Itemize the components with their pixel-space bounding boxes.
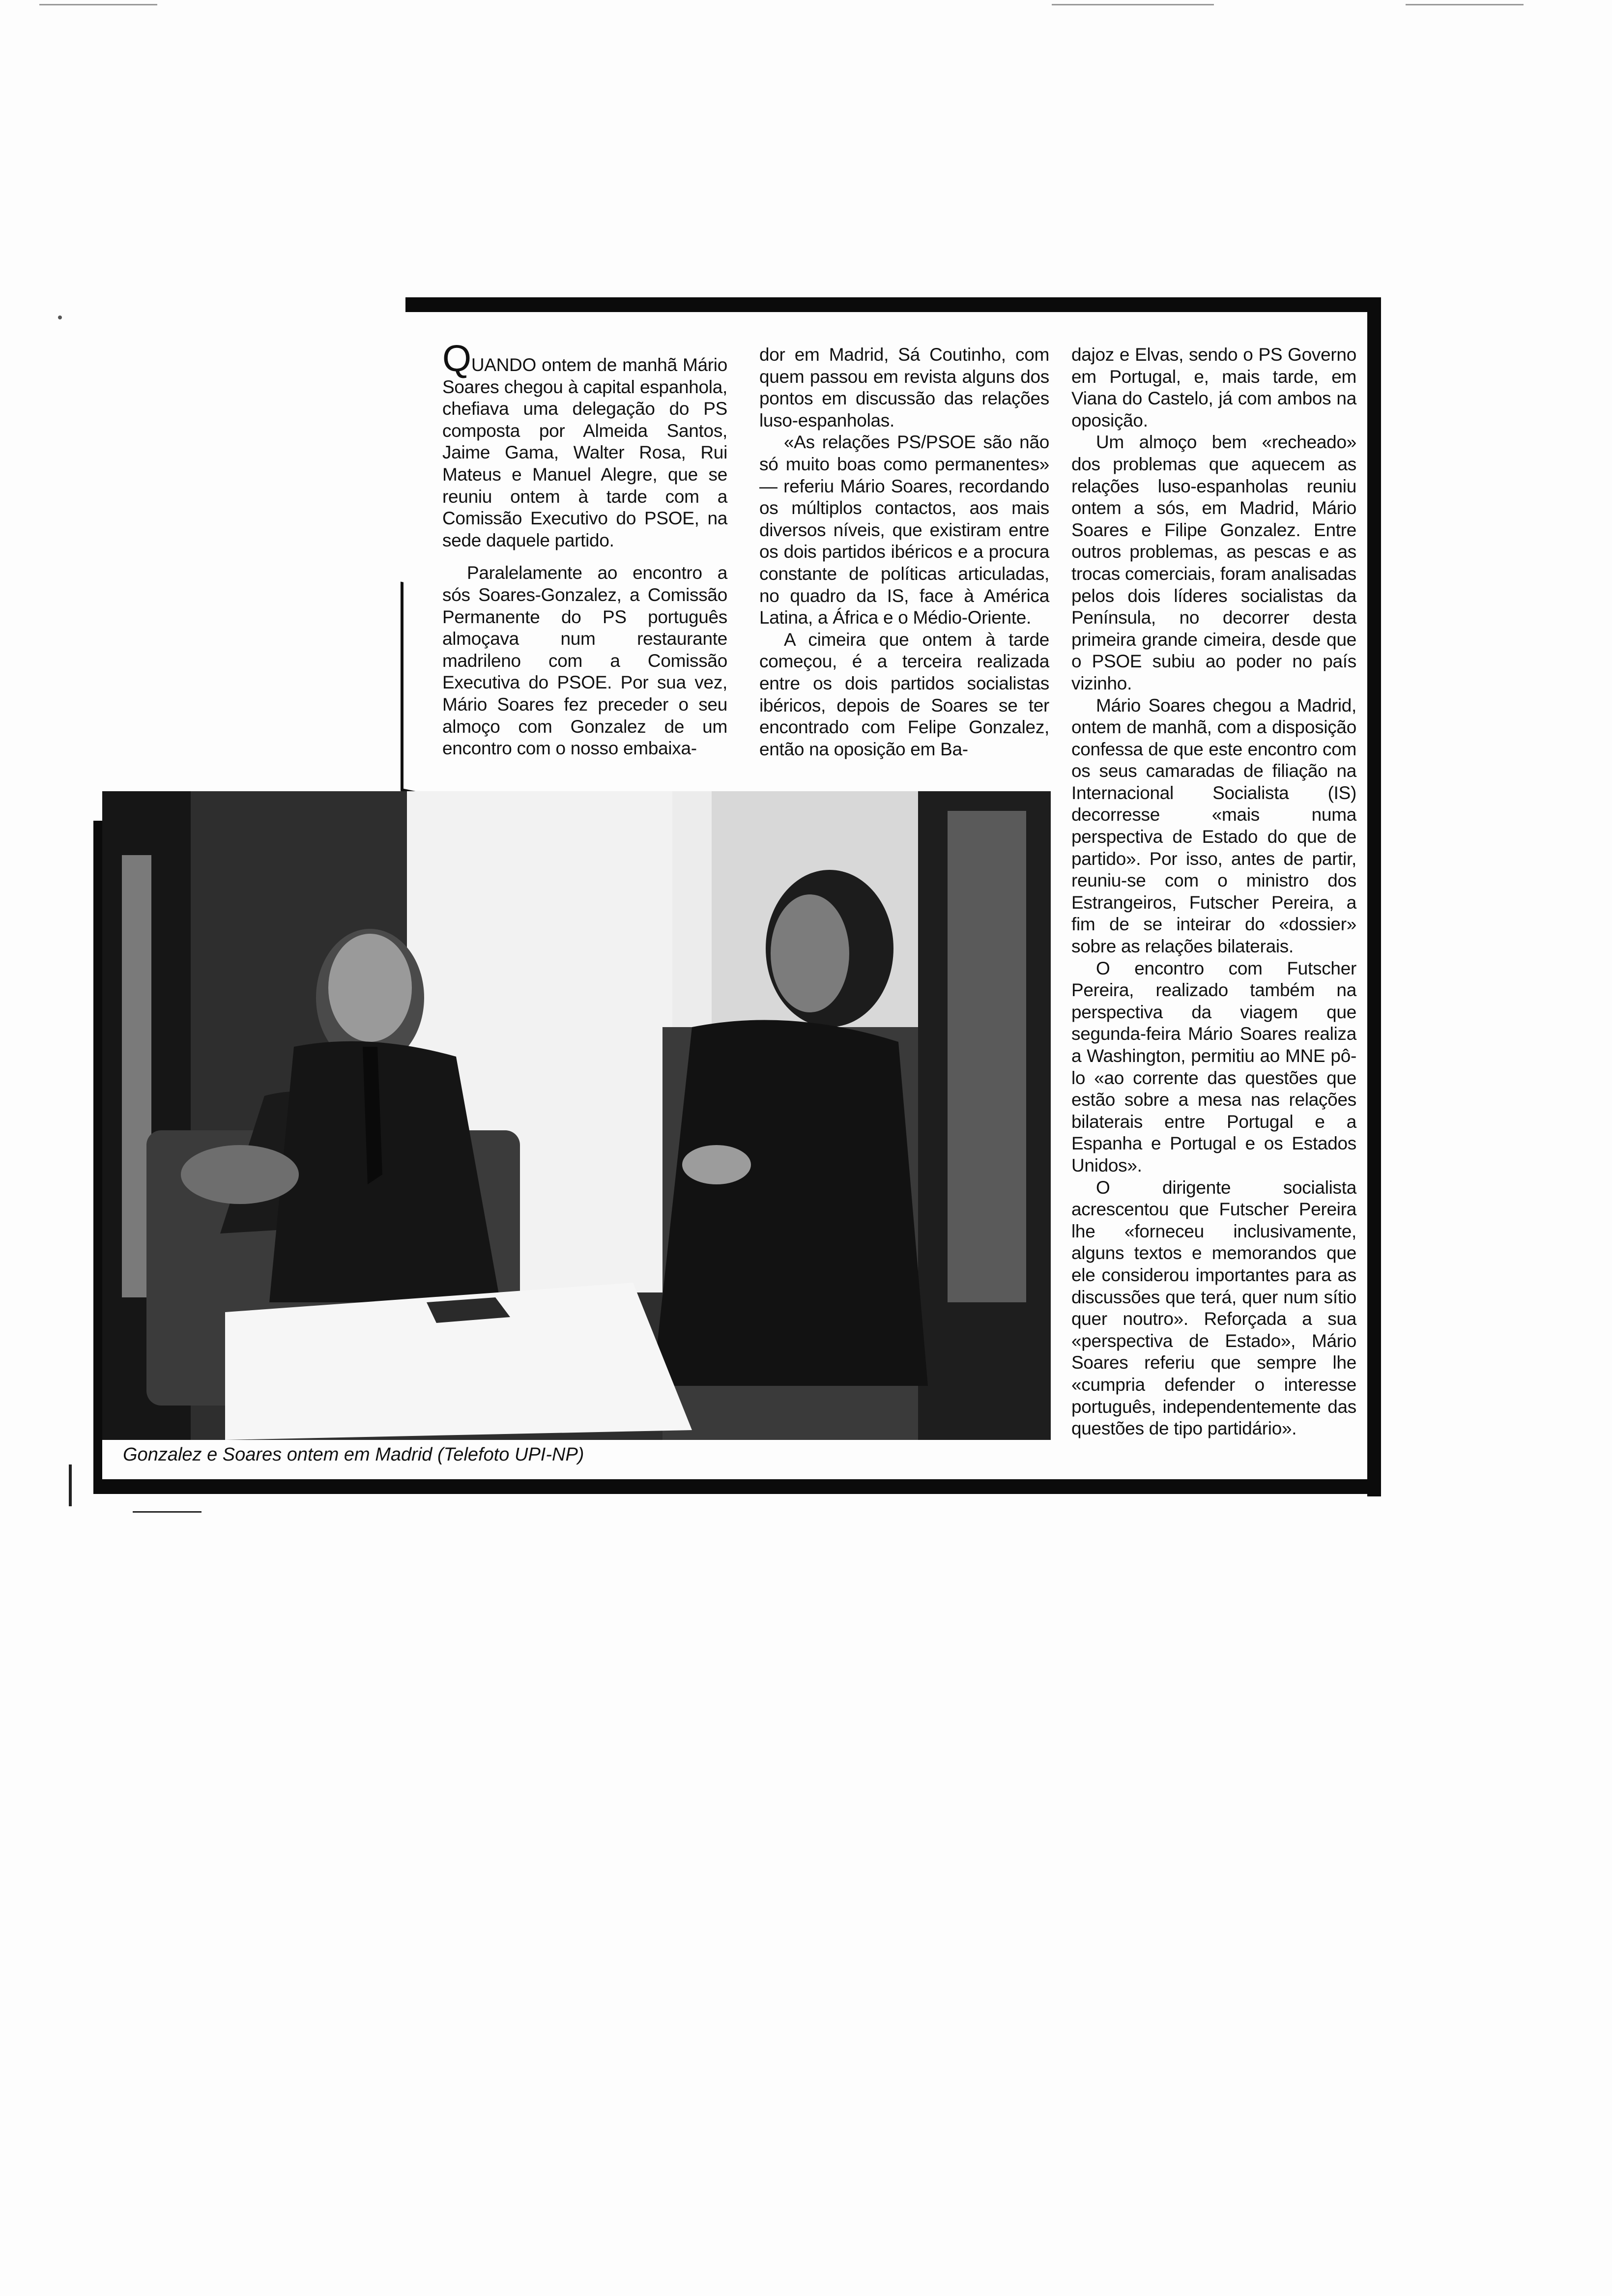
column-bracket	[401, 582, 431, 798]
article-paragraph: «As relações PS/PSOE são não só muito boas como permanentes» — referiu Mário Soares, recordando os múltiplos contactos, aos mais diversos níveis, que existiram entre os dois partidos ibéricos e a procura constante de políticas articuladas, no quadro da IS, face à América Latina, a África e o Médio-Oriente.	[759, 432, 1049, 628]
photo-caption: Gonzalez e Soares ontem em Madrid (Telefoto UPI-NP)	[123, 1444, 584, 1465]
margin-dot	[58, 316, 62, 319]
article-paragraph: Mário Soares chegou a Madrid, ontem de manhã, com a disposição confessa de que este encontro com os seus camaradas de filiação na Internacional Socialista (IS) decorresse «mais numa perspectiva de Estado do que de partido». Por isso, antes de partir, reuniu-se com o ministro dos Estrangeiros, Futscher Pereira, a fim de se inteirar do «dossier» sobre as relações bilaterais.	[1071, 695, 1356, 957]
margin-tick	[69, 1464, 72, 1506]
article-paragraph: QUANDO ontem de manhã Mário Soares chegou à capital espanhola, chefiava uma delegação do PS composta por Almeida Santos, Jaime Gama, Walter Rosa, Rui Mateus e Manuel Alegre, que se reuniu ontem à tarde com a Comissão Executivo do PSOE, na sede daquele partido.	[442, 338, 727, 550]
right-rule	[1367, 297, 1381, 1496]
article-paragraph: O dirigente socialista acrescentou que Futscher Pereira lhe «forneceu inclusivamente, alguns textos e memorandos que ele considerou importantes para as discussões que terá, quer num sítio quer noutro». Reforçada a sua «perspectiva de Estado», Mário Soares referiu que sempre lhe «cumpria defender o interesse português, independentemente das questões de tipo partidário».	[1071, 1177, 1356, 1439]
article-column-1	[442, 338, 727, 760]
top-rule	[405, 297, 1381, 312]
article-paragraph: Um almoço bem «recheado» dos problemas que aquecem as relações luso-espanholas reuniu ontem a sós, em Madrid, Mário Soares e Filipe Gonzalez. Entre outros problemas, as pescas e as trocas comerciais, foram analisadas pelos dois líderes socialistas da Península, no decorrer desta primeira grande cimeira, desde que o PSOE subiu ao poder no país vizinho.	[1071, 432, 1356, 693]
news-photo	[102, 791, 1051, 1440]
drop-cap: Q	[442, 338, 471, 379]
photo-illustration	[102, 791, 1051, 1440]
article-paragraph: O encontro com Futscher Pereira, realizado também na perspectiva da viagem que segunda-feira Mário Soares realiza a Washington, permitiu ao MNE pô-lo «ao corrente das questões que estão sobre a mesa nas relações bilaterais entre Portugal e a Espanha e Portugal e os Estados Unidos».	[1071, 958, 1356, 1176]
article-paragraph: Paralelamente ao encontro a sós Soares-Gonzalez, a Comissão Permanente do PS português almoçava num restaurante madrileno com a Comissão Executiva do PSOE. Por sua vez, Mário Soares fez preceder o seu almoço com Gonzalez de um encontro com o nosso embaixa-	[442, 563, 727, 759]
margin-tick	[133, 1511, 202, 1513]
scan-mark	[39, 4, 157, 5]
article-column-3	[1071, 344, 1356, 1440]
scan-mark	[1406, 4, 1524, 5]
scan-mark	[1052, 4, 1214, 5]
article-paragraph: dor em Madrid, Sá Coutinho, com quem passou em revista alguns dos pontos em discussão das relações luso-espanholas.	[759, 344, 1049, 430]
article-column-2	[759, 344, 1049, 760]
article-paragraph: A cimeira que ontem à tarde começou, é a terceira realizada entre os dois partidos socialistas ibéricos, depois de Soares se ter encontrado com Felipe Gonzalez, então na oposição em Ba-	[759, 629, 1049, 759]
article-paragraph: dajoz e Elvas, sendo o PS Governo em Portugal, e, mais tarde, em Viana do Castelo, já com ambos na oposição.	[1071, 344, 1356, 430]
photo-left-edge	[93, 821, 102, 1489]
bottom-rule	[93, 1479, 1381, 1494]
